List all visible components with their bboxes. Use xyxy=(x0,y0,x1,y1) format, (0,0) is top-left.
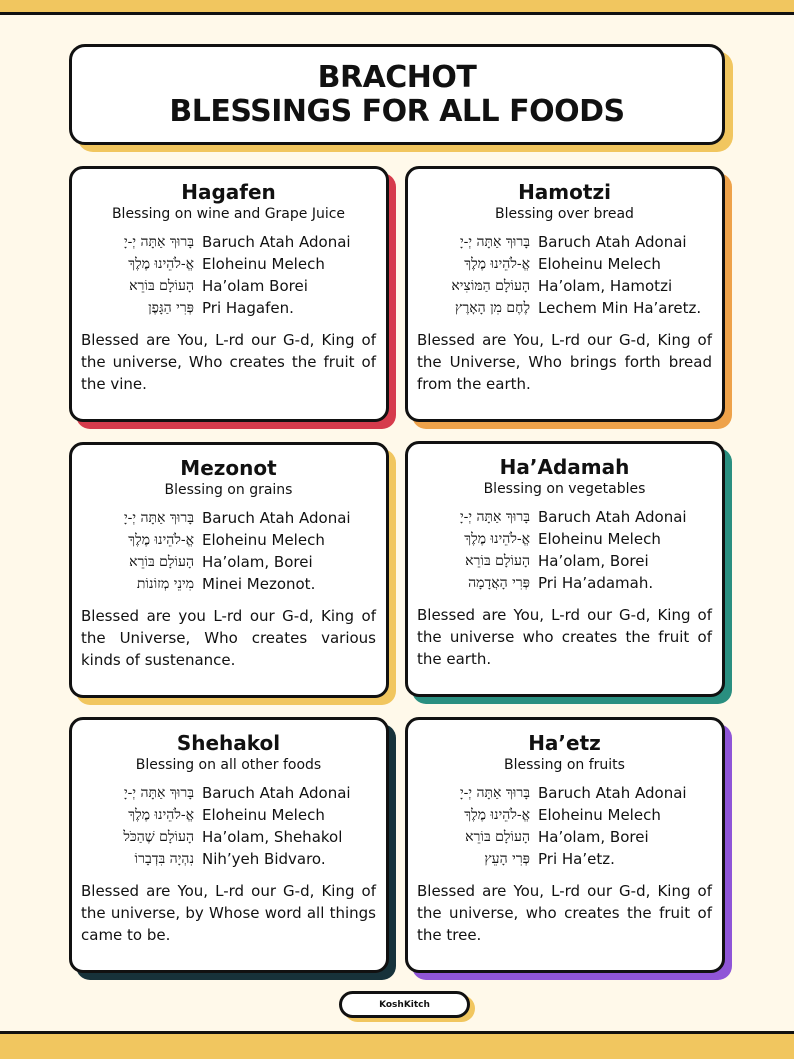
hebrew-text: בָּרוּךְ אַתָּה יְ-יָ xyxy=(123,784,194,801)
hebrew-text: הָעוֹלָם שֶׁהַכֹּל xyxy=(123,828,194,845)
card-subtitle: Blessing over bread xyxy=(495,206,634,222)
card-title: Ha’etz xyxy=(528,731,601,755)
blessing-line xyxy=(417,572,712,594)
blessing-line xyxy=(81,275,376,297)
hebrew-text: הָעוֹלָם הַמּוֹצִיא xyxy=(451,277,530,294)
card-title: Mezonot xyxy=(180,456,277,480)
transliteration-text: Lechem Min Ha’aretz. xyxy=(538,299,702,317)
hebrew-text: אֱ-לֹהֵינוּ מֶלֶךְ xyxy=(128,255,194,272)
hebrew-text: מִינֵי מְזוֹנוֹת xyxy=(136,575,194,592)
card-subtitle: Blessing on vegetables xyxy=(483,481,646,497)
transliteration-text: Pri Ha’etz. xyxy=(538,850,615,868)
hebrew-text: פְּרִי הָאֲדָמָה xyxy=(468,574,530,591)
card-translation: Blessed are You, L-rd our G-d, King of the universe, Who creates the fruit of the vine. xyxy=(81,331,376,393)
hebrew-text: בָּרוּךְ אַתָּה יְ-יָ xyxy=(459,508,530,525)
hebrew-text: בָּרוּךְ אַתָּה יְ-יָ xyxy=(123,233,194,250)
blessing-line xyxy=(417,231,712,253)
blessing-line xyxy=(417,297,712,319)
card-title: Hagafen xyxy=(181,180,276,204)
page-title-line1: BRACHOT xyxy=(317,59,477,95)
blessing-line xyxy=(81,826,376,848)
transliteration-text: Baruch Atah Adonai xyxy=(538,508,687,526)
top-border-band xyxy=(0,0,794,15)
blessing-line xyxy=(417,506,712,528)
hebrew-text: פְּרִי הַגָּפֶן xyxy=(148,299,194,316)
card-subtitle: Blessing on grains xyxy=(164,482,293,498)
card-translation: Blessed are You, L-rd our G-d, King of the universe who creates the fruit of the earth. xyxy=(417,606,712,668)
hebrew-text: נִהְיָה בִּדְבָרוֹ xyxy=(134,850,194,867)
card-translation: Blessed are You, L-rd our G-d, King of the Universe, Who brings forth bread from the earth. xyxy=(417,331,712,393)
blessing-line xyxy=(81,253,376,275)
blessing-card-mezonot xyxy=(69,442,389,698)
hebrew-text: לֶחֶם מִן הָאָרֶץ xyxy=(455,299,530,316)
blessing-line xyxy=(417,253,712,275)
card-subtitle: Blessing on all other foods xyxy=(135,757,322,773)
blessing-line xyxy=(417,848,712,870)
transliteration-text: Baruch Atah Adonai xyxy=(202,233,351,251)
transliteration-text: Ha’olam, Borei xyxy=(202,553,313,571)
blessing-line xyxy=(417,826,712,848)
blessing-line xyxy=(417,550,712,572)
hebrew-text: בָּרוּךְ אַתָּה יְ-יָ xyxy=(123,509,194,526)
blessing-line xyxy=(81,551,376,573)
transliteration-text: Ha’olam, Borei xyxy=(538,552,649,570)
blessing-line xyxy=(81,848,376,870)
transliteration-text: Nih’yeh Bidvaro. xyxy=(202,850,326,868)
hebrew-text: פְּרִי הָעֵץ xyxy=(484,850,530,867)
hebrew-text: אֱ-לֹהֵינוּ מֶלֶךְ xyxy=(464,530,530,547)
blessing-line xyxy=(81,782,376,804)
blessing-card-hagafen xyxy=(69,166,389,422)
page-title-box xyxy=(69,44,725,145)
page-title-line2: BLESSINGS FOR ALL FOODS xyxy=(169,93,625,129)
hebrew-text: אֱ-לֹהֵינוּ מֶלֶךְ xyxy=(464,255,530,272)
hebrew-text: בָּרוּךְ אַתָּה יְ-יָ xyxy=(459,784,530,801)
blessing-line xyxy=(81,507,376,529)
bottom-border-band xyxy=(0,1031,794,1059)
transliteration-text: Eloheinu Melech xyxy=(202,806,325,824)
hebrew-text: אֱ-לֹהֵינוּ מֶלֶךְ xyxy=(128,806,194,823)
blessing-line xyxy=(417,528,712,550)
transliteration-text: Minei Mezonot. xyxy=(202,575,316,593)
card-translation: Blessed are You, L-rd our G-d, King of the universe, who creates the fruit of the tree. xyxy=(417,882,712,944)
transliteration-text: Ha’olam, Hamotzi xyxy=(538,277,673,295)
blessing-line xyxy=(417,804,712,826)
transliteration-text: Ha’olam, Borei xyxy=(538,828,649,846)
transliteration-text: Baruch Atah Adonai xyxy=(202,509,351,527)
blessing-line xyxy=(81,231,376,253)
blessing-line xyxy=(81,804,376,826)
transliteration-text: Eloheinu Melech xyxy=(202,531,325,549)
transliteration-text: Ha’olam Borei xyxy=(202,277,308,295)
hebrew-text: הָעוֹלָם בּוֹרֵא xyxy=(129,277,194,294)
transliteration-text: Eloheinu Melech xyxy=(538,530,661,548)
hebrew-text: הָעוֹלָם בּוֹרֵא xyxy=(129,553,194,570)
hebrew-text: בָּרוּךְ אַתָּה יְ-יָ xyxy=(459,233,530,250)
transliteration-text: Baruch Atah Adonai xyxy=(538,784,687,802)
card-subtitle: Blessing on fruits xyxy=(504,757,625,773)
card-title: Hamotzi xyxy=(518,180,611,204)
blessing-card-haadamah xyxy=(405,441,725,697)
transliteration-text: Pri Hagafen. xyxy=(202,299,294,317)
blessing-card-haetz xyxy=(405,717,725,973)
blessing-line xyxy=(417,275,712,297)
card-translation: Blessed are You, L-rd our G-d, King of the universe, by Whose word all things came to be. xyxy=(81,882,376,944)
hebrew-text: הָעוֹלָם בּוֹרֵא xyxy=(465,552,530,569)
transliteration-text: Pri Ha’adamah. xyxy=(538,574,654,592)
blessing-line xyxy=(81,529,376,551)
card-subtitle: Blessing on wine and Grape Juice xyxy=(111,206,346,222)
blessing-line xyxy=(81,573,376,595)
blessing-card-shehakol xyxy=(69,717,389,973)
transliteration-text: Baruch Atah Adonai xyxy=(202,784,351,802)
blessing-line xyxy=(417,782,712,804)
transliteration-text: Eloheinu Melech xyxy=(538,806,661,824)
transliteration-text: Eloheinu Melech xyxy=(202,255,325,273)
card-title: Shehakol xyxy=(176,731,281,755)
card-title: Ha’Adamah xyxy=(499,455,630,479)
hebrew-text: הָעוֹלָם בּוֹרֵא xyxy=(465,828,530,845)
transliteration-text: Baruch Atah Adonai xyxy=(538,233,687,251)
blessing-line xyxy=(81,297,376,319)
card-translation: Blessed are you L-rd our G-d, King of the Universe, Who creates various kinds of sustenance. xyxy=(81,607,376,669)
blessing-card-hamotzi xyxy=(405,166,725,422)
transliteration-text: Ha’olam, Shehakol xyxy=(202,828,343,846)
hebrew-text: אֱ-לֹהֵינוּ מֶלֶךְ xyxy=(464,806,530,823)
hebrew-text: אֱ-לֹהֵינוּ מֶלֶךְ xyxy=(128,531,194,548)
transliteration-text: Eloheinu Melech xyxy=(538,255,661,273)
brand-footer-tag: KoshKitch xyxy=(339,991,470,1018)
